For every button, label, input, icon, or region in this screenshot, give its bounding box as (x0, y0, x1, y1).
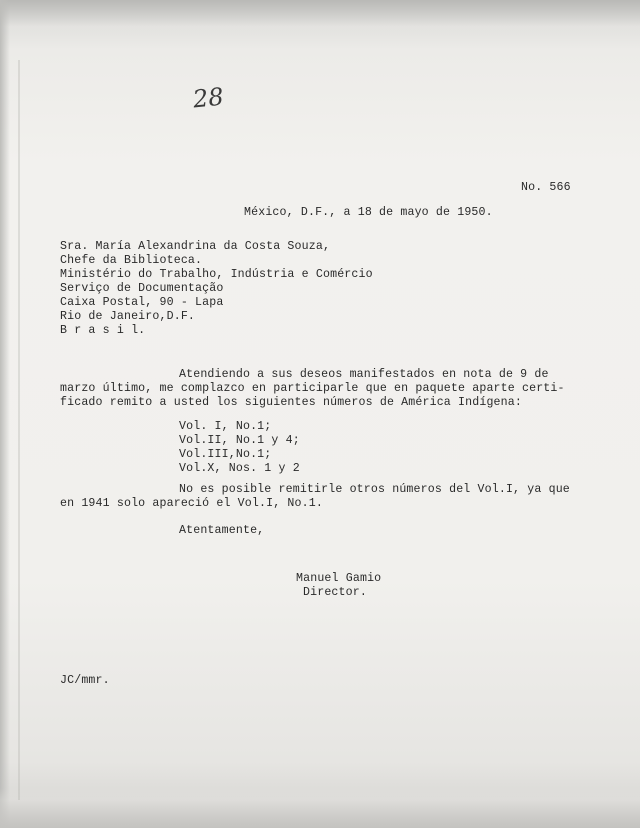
recipient-line: Caixa Postal, 90 - Lapa (60, 296, 224, 309)
volume-item: Vol.III,No.1; (179, 448, 272, 461)
paper-edge-bottom (0, 788, 640, 828)
date-line: México, D.F., a 18 de mayo de 1950. (244, 206, 493, 219)
volume-item: Vol.X, Nos. 1 y 2 (179, 462, 300, 475)
recipient-line: Sra. María Alexandrina da Costa Souza, (60, 240, 331, 253)
typist-initials: JC/mmr. (60, 674, 110, 687)
recipient-line: Serviço de Documentação (60, 282, 224, 295)
recipient-line: B r a s i l. (60, 324, 146, 337)
volume-item: Vol. I, No.1; (179, 420, 272, 433)
body-line: marzo último, me complazco en participarle que en paquete aparte certi- (60, 382, 565, 395)
paper-crease (18, 60, 20, 800)
recipient-line: Rio de Janeiro,D.F. (60, 310, 196, 323)
handwritten-page-number: 28 (191, 82, 225, 114)
recipient-line: Chefe da Biblioteca. (60, 254, 203, 267)
body-line: Atendiendo a sus deseos manifestados en nota de 9 de (179, 368, 549, 381)
note-line: No es posible remitirle otros números del Vol.I, ya que (179, 483, 570, 496)
paper-edge-left (0, 0, 10, 828)
note-line: en 1941 solo apareció el Vol.I, No.1. (60, 497, 323, 510)
recipient-line: Ministério do Trabalho, Indústria e Comércio (60, 268, 373, 281)
signature-title: Director. (303, 586, 367, 599)
volume-item: Vol.II, No.1 y 4; (179, 434, 300, 447)
paper-edge-top (0, 0, 640, 38)
signature-name: Manuel Gamio (296, 572, 382, 585)
closing: Atentamente, (179, 524, 265, 537)
reference-number: No. 566 (521, 181, 571, 194)
body-line: ficado remito a usted los siguientes números de América Indígena: (60, 396, 522, 409)
